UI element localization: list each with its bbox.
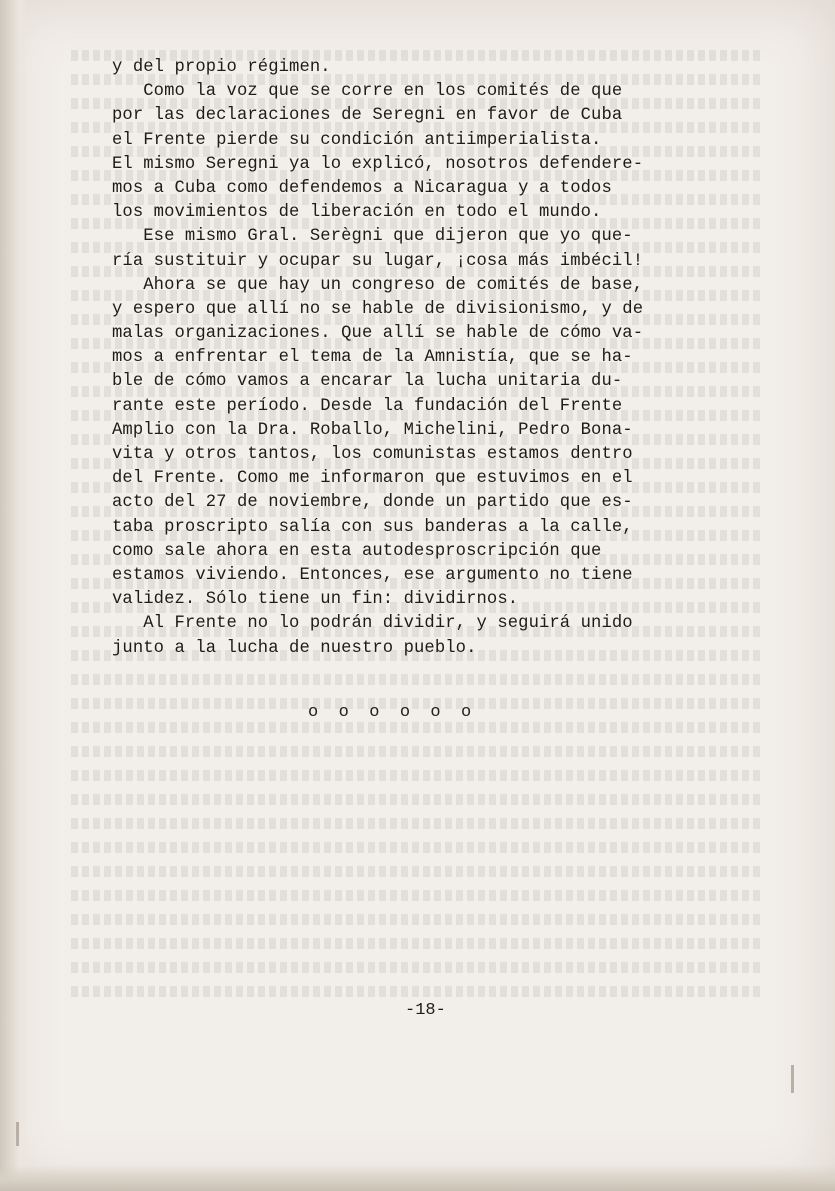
text-line: vita y otros tantos, los comunistas estamos dentro xyxy=(112,445,633,464)
text-line: por las declaraciones de Seregni en favor de Cuba xyxy=(112,106,623,126)
page-gutter-shadow xyxy=(0,0,28,1191)
text-line: Ahora se que hay un congreso de comités de base, xyxy=(112,275,644,295)
text-line: rante este período. Desde la fundación del Frente xyxy=(112,396,623,416)
text-line: El mismo Seregni ya lo explicó, nosotros defendere- xyxy=(112,154,644,174)
text-line: ble de cómo vamos a encarar la lucha unitaria du- xyxy=(112,372,623,392)
text-line: mos a enfrentar el tema de la Amnistía, que se ha- xyxy=(112,348,633,368)
text-line: los movimientos de liberación en todo el mundo. xyxy=(112,203,602,223)
text-line: y del propio régimen. xyxy=(112,58,331,77)
page-number: -18- xyxy=(405,1001,446,1020)
text-line: acto del 27 de noviembre, donde un partido que es- xyxy=(112,493,633,513)
text-line: Ese mismo Gral. Serègni que dijeron que yo que- xyxy=(112,227,633,247)
text-line: Como la voz que se corre en los comités de que xyxy=(112,82,623,102)
text-line: taba proscripto salía con sus banderas a la calle, xyxy=(112,517,633,537)
text-line: malas organizaciones. Que allí se hable de cómo va- xyxy=(112,324,644,344)
text-line: del Frente. Como me informaron que estuvimos en el xyxy=(112,469,633,489)
text-line: ría sustituir y ocupar su lugar, ¡cosa más imbécil! xyxy=(112,251,644,271)
text-line: como sale ahora en esta autodesproscripción que xyxy=(112,541,602,561)
text-line: mos a Cuba como defendemos a Nicaragua y a todos xyxy=(112,178,612,198)
text-line: estamos viviendo. Entonces, ese argumento no tiene xyxy=(112,565,633,585)
page-bottom-edge xyxy=(0,1165,835,1191)
text-line: Al Frente no lo podrán dividir, y seguirá unido xyxy=(112,614,633,634)
body-text xyxy=(112,56,722,661)
text-line: el Frente pierde su condición antiimperialista. xyxy=(112,130,602,150)
text-line: y espero que allí no se hable de divisionismo, y de xyxy=(112,299,644,319)
section-separator: o o o o o o xyxy=(308,703,472,722)
text-line: junto a la lucha de nuestro pueblo. xyxy=(112,638,477,658)
margin-mark-left xyxy=(16,1122,19,1146)
margin-mark-right xyxy=(791,1065,794,1093)
text-line: Amplio con la Dra. Roballo, Michelini, Pedro Bona- xyxy=(112,420,633,440)
text-line: validez. Sólo tiene un fin: dividirnos. xyxy=(112,590,519,610)
